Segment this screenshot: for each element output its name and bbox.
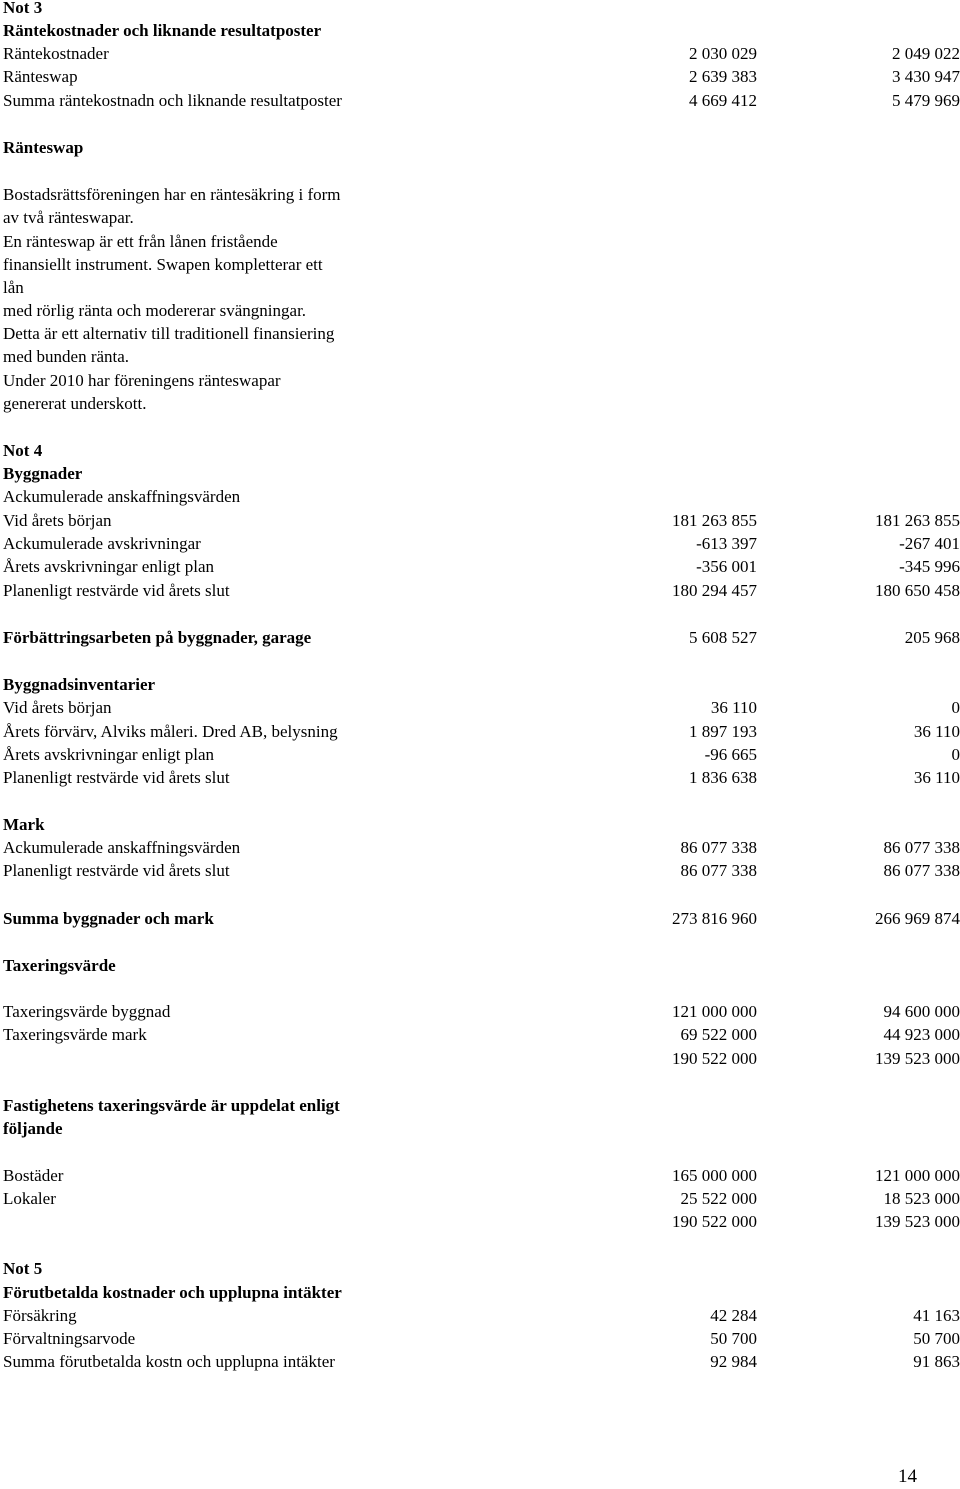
tax-title: Taxeringsvärde bbox=[3, 955, 116, 977]
row-value-year2: 94 600 000 bbox=[884, 1001, 960, 1023]
row-value-year1: 1 836 638 bbox=[689, 767, 757, 789]
note-3-number: Not 3 bbox=[3, 0, 42, 19]
row-label: Summa räntekostnadn och liknande resultatposter bbox=[3, 90, 342, 112]
note-4-subtitle: Ackumulerade anskaffningsvärden bbox=[3, 486, 240, 508]
row-value-year1: -613 397 bbox=[696, 533, 757, 555]
swap-text-line: genererat underskott. bbox=[3, 393, 147, 415]
swap-text-line: Detta är ett alternativ till traditionell finansiering bbox=[3, 323, 334, 345]
swap-text-line: En ränteswap är ett från lånen fristående bbox=[3, 231, 278, 253]
row-label: Försäkring bbox=[3, 1305, 77, 1327]
row-label: Planenligt restvärde vid årets slut bbox=[3, 767, 230, 789]
row-label: Taxeringsvärde byggnad bbox=[3, 1001, 170, 1023]
row-value-year1: 121 000 000 bbox=[672, 1001, 757, 1023]
swap-text-line: lån bbox=[3, 277, 24, 299]
tax-total-year1: 190 522 000 bbox=[672, 1048, 757, 1070]
tax-total-year2: 139 523 000 bbox=[875, 1048, 960, 1070]
row-value-year2: 5 479 969 bbox=[892, 90, 960, 112]
row-value-year1: 2 639 383 bbox=[689, 66, 757, 88]
forbattring-value-year2: 205 968 bbox=[905, 627, 960, 649]
row-value-year2: 180 650 458 bbox=[875, 580, 960, 602]
row-value-year1: 86 077 338 bbox=[681, 860, 758, 882]
row-label: Bostäder bbox=[3, 1165, 63, 1187]
swap-text-line: Bostadsrättsföreningen har en räntesäkring i form bbox=[3, 184, 341, 206]
row-value-year2: 44 923 000 bbox=[884, 1024, 960, 1046]
mark-title: Mark bbox=[3, 814, 45, 836]
fastighet-total-year2: 139 523 000 bbox=[875, 1211, 960, 1233]
row-value-year2: 86 077 338 bbox=[884, 837, 960, 859]
row-label: Planenligt restvärde vid årets slut bbox=[3, 860, 230, 882]
row-value-year1: -96 665 bbox=[705, 744, 757, 766]
row-value-year2: -345 996 bbox=[899, 556, 960, 578]
summa-value-year2: 266 969 874 bbox=[875, 908, 960, 930]
row-value-year1: 4 669 412 bbox=[689, 90, 757, 112]
row-value-year1: 50 700 bbox=[710, 1328, 757, 1350]
row-value-year2: 41 163 bbox=[913, 1305, 960, 1327]
row-value-year2: 36 110 bbox=[914, 767, 960, 789]
row-label: Vid årets början bbox=[3, 510, 112, 532]
swap-heading: Ränteswap bbox=[3, 137, 83, 159]
row-value-year2: 91 863 bbox=[913, 1351, 960, 1373]
row-value-year2: 18 523 000 bbox=[884, 1188, 960, 1210]
row-label: Räntekostnader bbox=[3, 43, 109, 65]
row-value-year1: 2 030 029 bbox=[689, 43, 757, 65]
swap-text-line: med bunden ränta. bbox=[3, 346, 129, 368]
row-label: Planenligt restvärde vid årets slut bbox=[3, 580, 230, 602]
row-value-year2: 181 263 855 bbox=[875, 510, 960, 532]
row-value-year2: -267 401 bbox=[899, 533, 960, 555]
row-value-year2: 36 110 bbox=[914, 721, 960, 743]
row-value-year1: 42 284 bbox=[710, 1305, 757, 1327]
summa-value-year1: 273 816 960 bbox=[672, 908, 757, 930]
row-value-year1: 36 110 bbox=[711, 697, 757, 719]
row-label: Ackumulerade avskrivningar bbox=[3, 533, 201, 555]
row-value-year1: 181 263 855 bbox=[672, 510, 757, 532]
row-value-year1: 92 984 bbox=[710, 1351, 757, 1373]
row-value-year2: 0 bbox=[952, 744, 960, 766]
inventarier-title: Byggnadsinventarier bbox=[3, 674, 155, 696]
fastighet-total-year1: 190 522 000 bbox=[672, 1211, 757, 1233]
note-5-number: Not 5 bbox=[3, 1258, 42, 1280]
row-label: Ackumulerade anskaffningsvärden bbox=[3, 837, 240, 859]
note-4-number: Not 4 bbox=[3, 440, 42, 462]
fastighet-title-line-2: följande bbox=[3, 1118, 63, 1140]
swap-text-line: finansiellt instrument. Swapen kompletterar ett bbox=[3, 254, 323, 276]
row-value-year2: 3 430 947 bbox=[892, 66, 960, 88]
swap-text-line: med rörlig ränta och modererar svängningar. bbox=[3, 300, 306, 322]
row-value-year2: 86 077 338 bbox=[884, 860, 960, 882]
row-label: Förvaltningsarvode bbox=[3, 1328, 135, 1350]
row-value-year1: 25 522 000 bbox=[681, 1188, 758, 1210]
row-value-year2: 0 bbox=[952, 697, 960, 719]
page-number: 14 bbox=[898, 1465, 917, 1489]
row-value-year2: 2 049 022 bbox=[892, 43, 960, 65]
row-label: Årets avskrivningar enligt plan bbox=[3, 744, 214, 766]
note-4-title: Byggnader bbox=[3, 463, 82, 485]
swap-text-line: av två ränteswapar. bbox=[3, 207, 134, 229]
row-value-year1: 180 294 457 bbox=[672, 580, 757, 602]
note-5-title: Förutbetalda kostnader och upplupna intäkter bbox=[3, 1282, 342, 1304]
row-value-year2: 50 700 bbox=[913, 1328, 960, 1350]
row-label: Vid årets början bbox=[3, 697, 112, 719]
row-label: Lokaler bbox=[3, 1188, 56, 1210]
row-label: Summa förutbetalda kostn och upplupna intäkter bbox=[3, 1351, 335, 1373]
row-value-year1: 165 000 000 bbox=[672, 1165, 757, 1187]
row-label: Ränteswap bbox=[3, 66, 78, 88]
row-value-year2: 121 000 000 bbox=[875, 1165, 960, 1187]
fastighet-title-line-1: Fastighetens taxeringsvärde är uppdelat enligt bbox=[3, 1095, 340, 1117]
row-label: Årets förvärv, Alviks måleri. Dred AB, belysning bbox=[3, 721, 338, 743]
row-value-year1: 1 897 193 bbox=[689, 721, 757, 743]
swap-text-line: Under 2010 har föreningens ränteswapar bbox=[3, 370, 281, 392]
row-label: Årets avskrivningar enligt plan bbox=[3, 556, 214, 578]
forbattring-value-year1: 5 608 527 bbox=[689, 627, 757, 649]
summa-label: Summa byggnader och mark bbox=[3, 908, 214, 930]
forbattring-label: Förbättringsarbeten på byggnader, garage bbox=[3, 627, 311, 649]
row-value-year1: 69 522 000 bbox=[681, 1024, 758, 1046]
row-value-year1: 86 077 338 bbox=[681, 837, 758, 859]
row-value-year1: -356 001 bbox=[696, 556, 757, 578]
row-label: Taxeringsvärde mark bbox=[3, 1024, 147, 1046]
note-3-title: Räntekostnader och liknande resultatposter bbox=[3, 20, 321, 42]
